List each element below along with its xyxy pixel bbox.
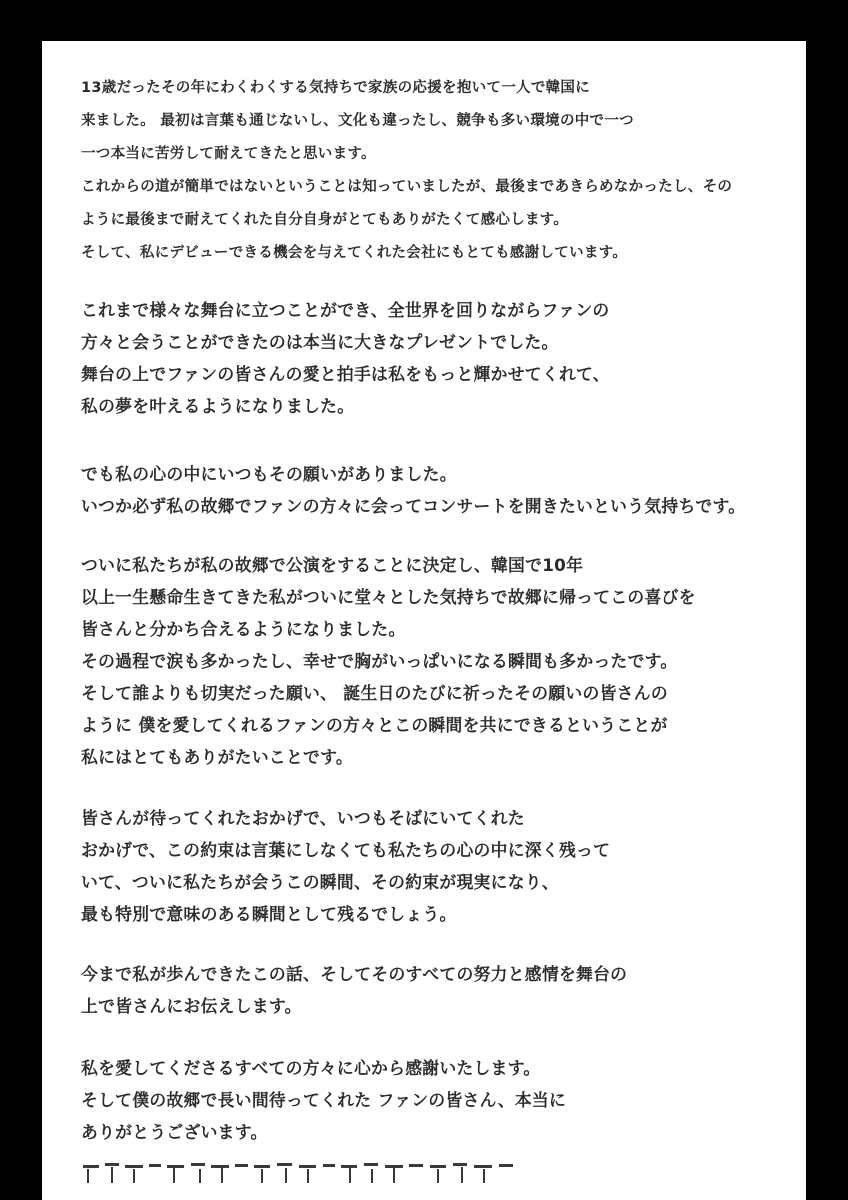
letter-line: おかげで、この約束は言葉にしなくても私たちの心の中に深く残って bbox=[81, 840, 611, 860]
letter-line: 上で皆さんにお伝えします。 bbox=[81, 996, 302, 1016]
letter-line: ように 僕を愛してくれるファンの方々とこの瞬間を共にできるということが bbox=[81, 715, 668, 735]
letter-line: 最も特別で意味のある瞬間として残るでしょう。 bbox=[81, 904, 457, 924]
letter-line: ありがとうございます。 bbox=[81, 1122, 268, 1142]
letter-line: そして僕の故郷で長い間待ってくれた ファンの皆さん、本当に bbox=[81, 1090, 567, 1110]
letter-line: これまで様々な舞台に立つことができ、全世界を回りながらファンの bbox=[81, 300, 610, 320]
letter-line: 舞台の上でファンの皆さんの愛と拍手は私をもっと輝かせてくれて、 bbox=[81, 364, 610, 384]
letter-line: 私を愛してくださるすべての方々に心から感謝いたします。 bbox=[81, 1058, 541, 1078]
letter-line: そして誰よりも切実だった願い、 誕生日のたびに祈ったその願いの皆さんの bbox=[81, 683, 668, 703]
letter-line: 今まで私が歩んできたこの話、そしてそのすべての努力と感情を舞台の bbox=[81, 964, 628, 984]
letter-line: 私にはとてもありがたいことです。 bbox=[81, 747, 353, 767]
letter-line: ように最後まで耐えてくれた自分自身がとてもありがたくて感心します。 bbox=[81, 212, 569, 228]
letter-line: ついに私たちが私の故郷で公演をすることに決定し、韓国で10年 bbox=[81, 555, 584, 575]
letter-line: 一つ本当に苦労して耐えてきたと思います。 bbox=[81, 146, 376, 162]
letter-line: 皆さんが待ってくれたおかげで、いつもそばにいてくれた bbox=[81, 808, 525, 828]
letter-line: いて、ついに私たちが会うこの瞬間、その約束が現実になり、 bbox=[81, 872, 559, 892]
letter-line: 皆さんと分かち合えるようになりました。 bbox=[81, 619, 406, 639]
letter-line: 以上一生懸命生きてきた私がついに堂々とした気持ちで故郷に帰ってこの喜びを bbox=[81, 587, 696, 607]
letter-line: 13歳だったその年にわくわくする気持ちで家族の応援を抱いて一人で韓国に bbox=[81, 80, 591, 96]
letter-line: そして、私にデビューできる機会を与えてくれた会社にもとても感謝しています。 bbox=[81, 245, 628, 261]
letter-line: 来ました。 最初は言葉も通じないし、文化も違ったし、競争も多い環境の中で一つ bbox=[81, 113, 634, 129]
letter-line: その過程で涙も多かったし、幸せで胸がいっぱいになる瞬間も多かったです。 bbox=[81, 651, 678, 671]
letter-line: でも私の心の中にいつもその願いがありました。 bbox=[81, 464, 457, 484]
letter-line: いつか必ず私の故郷でファンの方々に会ってコンサートを開きたいという気持ちです。 bbox=[81, 496, 746, 516]
truncated-glyphs bbox=[81, 1159, 561, 1183]
letter-line: 私の夢を叶えるようになりました。 bbox=[81, 396, 355, 416]
truncated-line bbox=[81, 1159, 561, 1183]
letter-line: これからの道が簡単ではないということは知っていましたが、最後まであきらめなかったし、その bbox=[81, 179, 733, 195]
letter-page bbox=[42, 41, 806, 1200]
letter-line: 方々と会うことができたのは本当に大きなプレゼントでした。 bbox=[81, 332, 559, 352]
